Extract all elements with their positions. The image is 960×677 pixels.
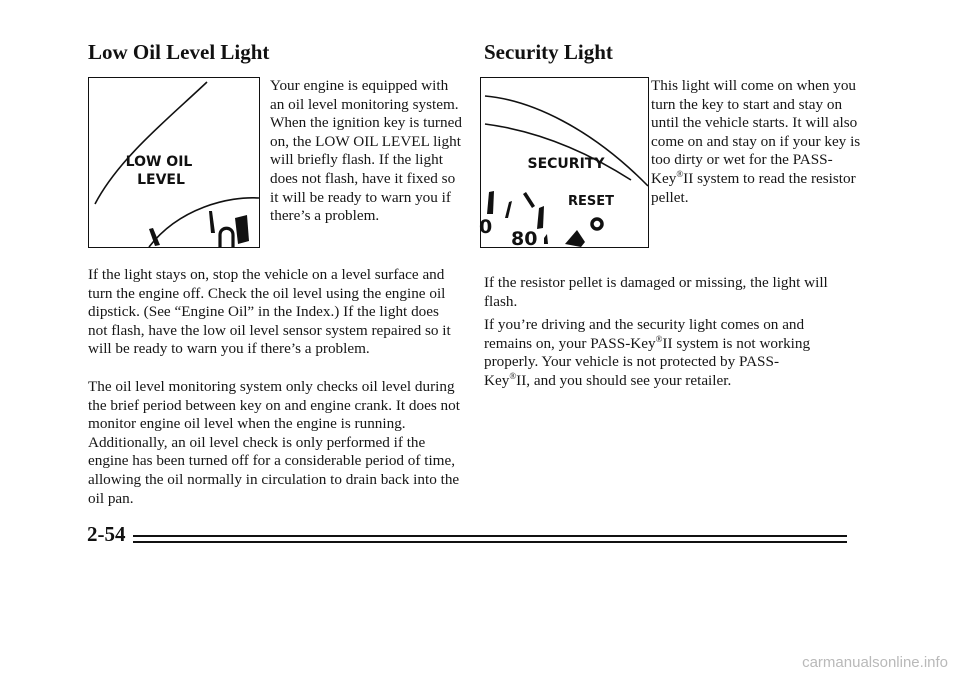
low-oil-gauge-drawing [89,78,259,247]
security-side-text: This light will come on when you turn the key to start and stay on until the vehicle starts. It will also come on and stay on if your key is too dirty or wet for the PASS-Key®II system to read the resistor pellet. [651,77,861,206]
reset-indicator-dot [592,219,602,229]
dial-needle-base [220,228,233,247]
low-oil-label-line1: LOW OIL [125,154,193,170]
tick-mark [209,211,215,233]
footer-rule-bottom [133,541,847,543]
low-oil-label-line2: LEVEL [137,172,185,188]
security-heading: Security Light [484,40,613,64]
security-paragraph-2: If you’re driving and the security light comes on and remains on, your PASS-Key®II system is not working properly. Your vehicle is not protected by PASS-Key®II, and you should see your retailer. [484,316,811,389]
tick-mark [487,191,494,214]
tick-mark [544,234,548,244]
tick-mark [505,201,512,218]
watermark: carmanualsonline.info [802,654,948,671]
low-oil-paragraph-1: If the light stays on, stop the vehicle on a level surface and turn the engine off. Check the oil level using the engine oil dipstick. (See “Engine Oil” in the Index.) If the light does not flash, have the low oil level sensor system repaired so it will be ready to warn you if there’s a problem. [88,266,451,358]
low-oil-paragraph-2: The oil level monitoring system only checks oil level during the brief period between key on and engine crank. It does not monitor engine oil level when the engine is running. Additionally, an oil level check is only performed if the engine has been turned off for a considerable period of time, allowing the oil normally in circulation to drain back into the oil pan. [88,378,460,507]
low-oil-side-text: Your engine is equipped with an oil level monitoring system. When the ignition key is turned on, the LOW OIL LEVEL light will briefly flash. If the light does not flash, have it fixed so it will be ready to warn you if there’s a problem. [270,77,462,225]
gauge-zero-label: 0 [479,216,493,238]
pointer-triangle [565,230,585,247]
reset-label: RESET [567,194,615,209]
page-number: 2-54 [87,522,126,546]
low-oil-light-figure [88,77,260,248]
tick-mark [523,192,535,208]
footer-rule-top [133,535,847,537]
tick-mark [537,206,544,229]
security-light-figure [480,77,649,248]
low-oil-heading: Low Oil Level Light [88,40,270,64]
tick-mark [235,215,249,244]
security-paragraph-1: If the resistor pellet is damaged or missing, the light will flash. [484,274,828,310]
security-gauge-drawing [479,78,648,250]
security-label: SECURITY [527,156,605,172]
gauge-80-label: 80 [511,228,538,250]
